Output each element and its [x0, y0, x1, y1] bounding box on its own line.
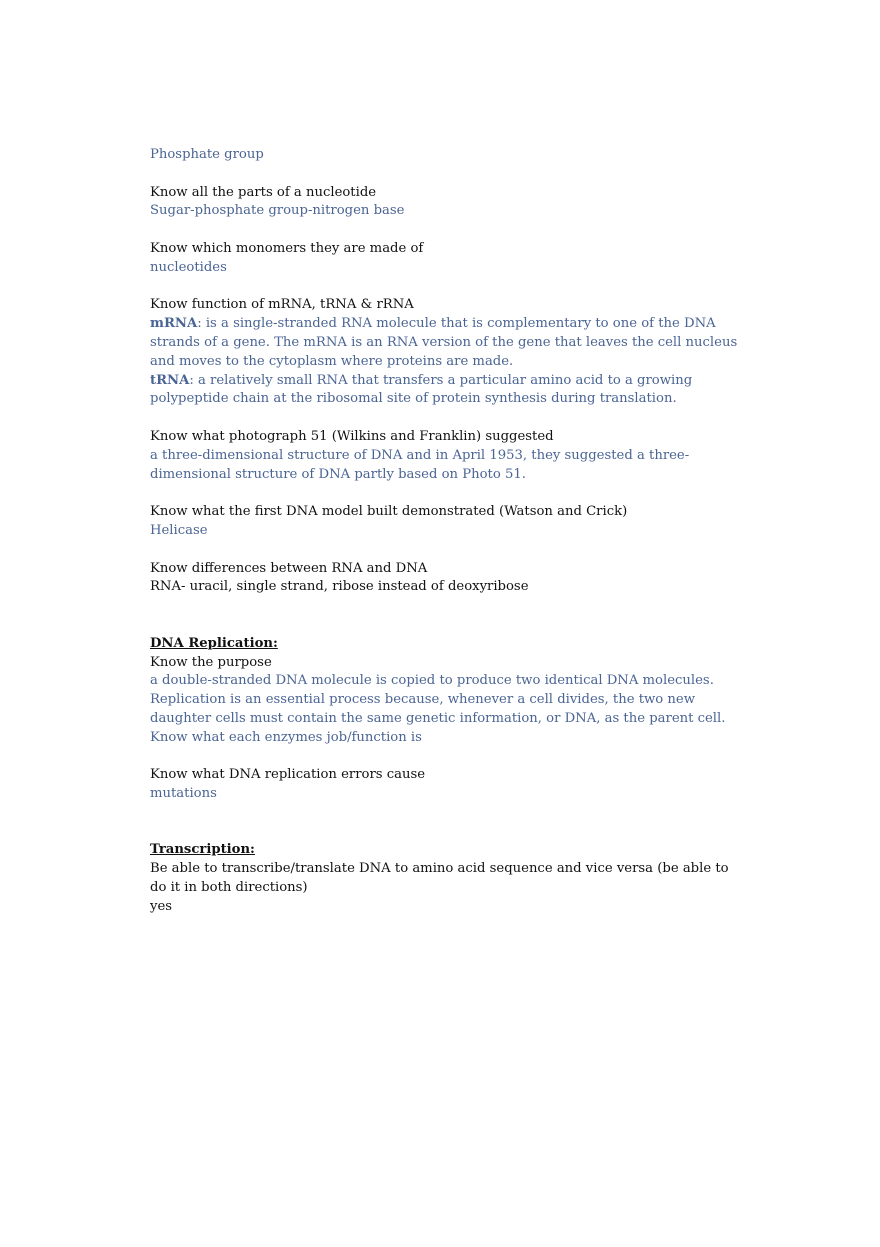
answer-first-dna-model: Helicase [150, 522, 208, 538]
answer-trna [150, 372, 740, 410]
answer-replication-errors: mutations [150, 786, 217, 802]
answer-replication-purpose: a double-stranded DNA molecule is copied to produce two identical DNA molecules. Replication is an essential process because, whenever a cell divides, the two new daughter cells must contain the same genetic information, or DNA, as the parent cell. [150, 673, 726, 726]
spacer [150, 804, 740, 823]
heading-transcription: Transcription: [150, 842, 255, 858]
document-page [150, 146, 740, 917]
spacer [150, 541, 740, 560]
spacer [150, 748, 740, 767]
question-replication-errors: Know what DNA replication errors cause [150, 767, 426, 783]
mrna-term: mRNA [150, 316, 198, 332]
spacer [150, 484, 740, 503]
answer-mrna [150, 315, 740, 371]
question-rna-dna-differences: Know differences between RNA and DNA [150, 560, 428, 576]
question-enzyme-functions: Know what each enzymes job/function is [150, 729, 422, 745]
heading-dna-replication: DNA Replication: [150, 635, 278, 651]
question-rna-function: Know function of mRNA, tRNA & rRNA [150, 297, 414, 313]
answer-phosphate: Phosphate group [150, 147, 264, 162]
spacer [150, 597, 740, 616]
question-monomers: Know which monomers they are made of [150, 240, 424, 256]
spacer [150, 278, 740, 297]
spacer [150, 616, 740, 635]
question-first-dna-model: Know what the first DNA model built demonstrated (Watson and Crick) [150, 504, 628, 520]
answer-transcribe-translate: yes [150, 898, 173, 914]
spacer [150, 823, 740, 842]
answer-rna-dna-differences: RNA- uracil, single strand, ribose instead of deoxyribose [150, 579, 529, 595]
trna-definition: : a relatively small RNA that transfers a particular amino acid to a growing polypeptide chain at the ribosomal site of protein synthesis during translation. [150, 372, 693, 407]
question-replication-purpose: Know the purpose [150, 654, 272, 670]
answer-photograph-51: a three-dimensional structure of DNA and in April 1953, they suggested a three-dimensional structure of DNA partly based on Photo 51. [150, 447, 690, 482]
answer-monomers: nucleotides [150, 259, 227, 275]
trna-term: tRNA [150, 372, 190, 388]
mrna-definition: : is a single-stranded RNA molecule that is complementary to one of the DNA strands of a gene. The mRNA is an RNA version of the gene that leaves the cell nucleus and moves to the cytoplasm where proteins are made. [150, 316, 738, 369]
question-transcribe-translate: Be able to transcribe/translate DNA to amino acid sequence and vice versa (be able to do it in both directions) [150, 861, 729, 896]
question-photograph-51: Know what photograph 51 (Wilkins and Franklin) suggested [150, 428, 554, 444]
spacer [150, 165, 740, 184]
spacer [150, 409, 740, 428]
spacer [150, 221, 740, 240]
question-nucleotide-parts: Know all the parts of a nucleotide [150, 184, 377, 200]
answer-nucleotide-parts: Sugar-phosphate group-nitrogen base [150, 203, 405, 219]
